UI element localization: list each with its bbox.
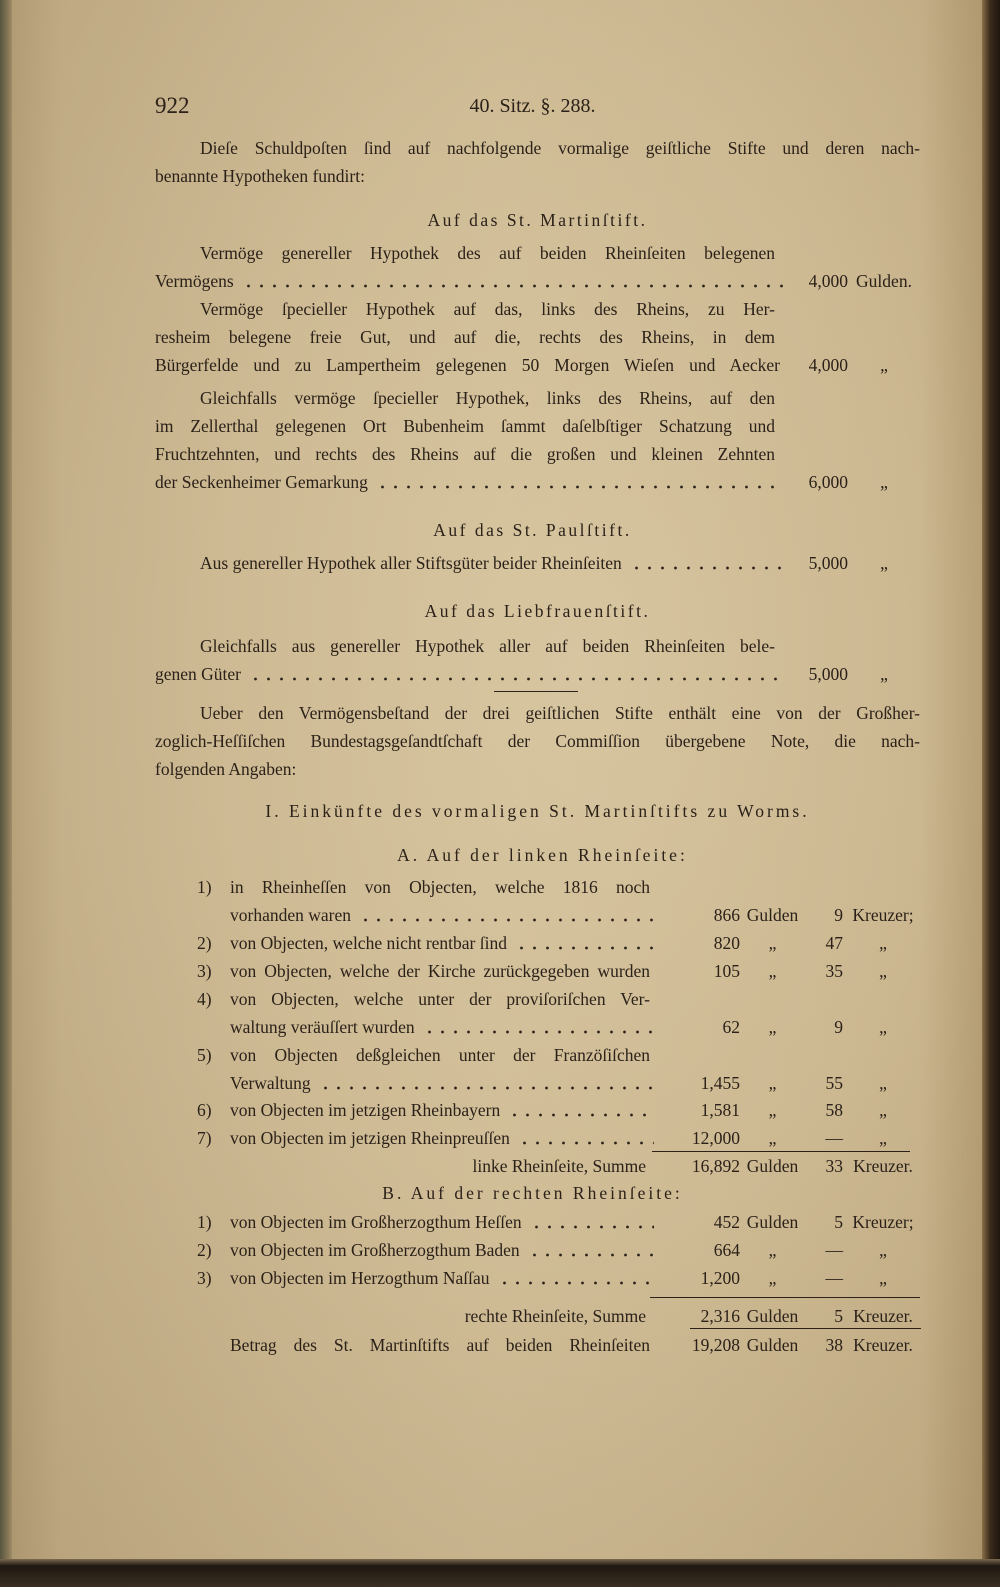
text-line: im Zellerthal gelegenen Ort Bubenheim ſammt daſelbſtiger Schatzung und (155, 416, 775, 436)
dot-leader (498, 1267, 654, 1289)
subtotal-row (197, 1305, 923, 1327)
ditto-mark: „ (879, 1240, 887, 1260)
grand-total-row (197, 1334, 923, 1356)
kreuzer-unit: Kreuzer; (852, 905, 914, 925)
table-heading: I. Einkünfte des vormaligen St. Martinſtifts zu Worms. (265, 801, 810, 821)
dot-leader (530, 1211, 654, 1233)
dot-leader (249, 663, 784, 685)
amount-gulden: 866 (713, 905, 740, 925)
ledger-row (155, 663, 920, 685)
ledger-row (197, 960, 923, 982)
item-number: 5) (197, 1045, 212, 1065)
item-number: 2) (197, 933, 212, 953)
ledger-row (155, 270, 920, 292)
ditto-mark: „ (879, 1017, 887, 1037)
amount-gulden: 1,455 (700, 1073, 740, 1093)
row-label: von Objecten im jetzigen Rheinbayern (230, 1100, 501, 1120)
dot-leader (508, 1099, 654, 1121)
section-heading: Auf das Liebfrauenſtift. (424, 601, 651, 621)
row-label: von Objecten, welche unter der proviſoriſchen Ver- (230, 989, 650, 1009)
row-label: von Objecten im jetzigen Rheinpreuſſen (230, 1128, 510, 1148)
text-line: Fruchtzehnten, und rechts des Rheins auf die großen und kleinen Zehnten (155, 444, 775, 464)
row-label: Aus genereller Hypothek aller Stiftsgüter beider Rheinſeiten (200, 553, 622, 573)
amount-gulden: 452 (713, 1212, 740, 1232)
ledger-row (197, 1211, 923, 1233)
ditto-mark: „ (880, 472, 888, 492)
amount-kreuzer: 33 (825, 1156, 843, 1176)
ditto-mark: „ (879, 1100, 887, 1120)
amount-gulden: 62 (722, 1017, 740, 1037)
amount-kreuzer: 38 (825, 1335, 843, 1355)
item-number: 4) (197, 989, 212, 1009)
row-label: von Objecten im Großherzogthum Baden (230, 1240, 520, 1260)
subsection-heading: A. Auf der linken Rheinſeite: (397, 845, 688, 865)
amount-gulden: 12,000 (691, 1128, 740, 1148)
intro-line: Dieſe Schuldpoſten ſind auf nachfolgende vormalige geiſtliche Stifte und deren nach- (200, 138, 920, 158)
row-label: vorhanden waren (230, 905, 351, 925)
grand-total-label: Betrag des St. Martinſtifts auf beiden Rheinſeiten (230, 1335, 650, 1355)
ditto-mark: „ (768, 933, 777, 953)
section-divider (494, 691, 578, 692)
item-number: 3) (197, 1268, 212, 1288)
amount-gulden: 16,892 (691, 1156, 740, 1176)
item-number: 1) (197, 1212, 212, 1232)
subtotal-label: linke Rheinſeite, Summe (472, 1156, 646, 1176)
ditto-mark: „ (768, 1073, 777, 1093)
text-line: Vermöge ſpecieller Hypothek auf das, links des Rheins, zu Her- (200, 299, 775, 319)
amount-gulden: 2,316 (700, 1306, 740, 1326)
ditto-mark: „ (768, 1017, 777, 1037)
ledger-row (197, 1016, 923, 1038)
row-label: von Objecten, welche der Kirche zurückgegeben wurden (230, 961, 650, 981)
scan-edge-bottom (0, 1559, 1000, 1587)
amount-kreuzer: 47 (825, 933, 843, 953)
dot-leader (319, 1072, 654, 1094)
amount-gulden: 664 (713, 1240, 740, 1260)
dot-leader (528, 1239, 654, 1261)
kreuzer-unit: Kreuzer. (853, 1335, 913, 1355)
dot-leader (376, 471, 784, 493)
scan-edge-right (982, 0, 1000, 1587)
amount-gulden: 5,000 (808, 553, 848, 573)
row-label: Vermögens (155, 271, 234, 291)
gulden-unit: Gulden (746, 1306, 799, 1326)
currency-unit: Gulden. (856, 271, 912, 291)
ledger-row (200, 552, 920, 574)
text-line: folgenden Angaben: (155, 759, 297, 779)
ditto-mark: „ (880, 553, 888, 573)
amount-kreuzer: 9 (834, 1017, 843, 1037)
section-heading: Auf das St. Paulſtift. (433, 520, 632, 540)
ledger-row (197, 1267, 923, 1289)
amount-kreuzer: — (825, 1268, 843, 1288)
amount-kreuzer: 35 (825, 961, 843, 981)
ledger-row (197, 904, 923, 926)
text-line: Gleichfalls vermöge ſpecieller Hypothek, links des Rheins, auf den (200, 388, 775, 408)
item-number: 6) (197, 1100, 212, 1120)
ditto-mark: „ (879, 933, 887, 953)
row-label: in Rheinheſſen von Objecten, welche 1816 noch (230, 877, 650, 897)
gulden-unit: Gulden (746, 905, 799, 925)
sum-rule (652, 1151, 910, 1152)
amount-gulden: 5,000 (808, 664, 848, 684)
amount-gulden: 820 (713, 933, 740, 953)
ledger-row (197, 1072, 923, 1094)
amount-kreuzer: 5 (834, 1306, 843, 1326)
ditto-mark: „ (768, 1128, 777, 1148)
ledger-row (155, 471, 920, 493)
section-heading: Auf das St. Martinſtift. (427, 210, 648, 230)
row-label: der Seckenheimer Gemarkung (155, 472, 368, 492)
ditto-mark: „ (879, 1073, 887, 1093)
scan-edge-left (0, 0, 12, 1587)
ditto-mark: „ (768, 1100, 777, 1120)
ditto-mark: „ (768, 1240, 777, 1260)
gulden-unit: Gulden (746, 1156, 799, 1176)
amount-kreuzer: 5 (834, 1212, 843, 1232)
subtotal-row (197, 1155, 923, 1177)
kreuzer-unit: Kreuzer; (852, 1212, 914, 1232)
ledger-row (197, 1099, 923, 1121)
subtotal-label: rechte Rheinſeite, Summe (464, 1306, 646, 1326)
row-label: genen Güter (155, 664, 242, 684)
sum-rule (690, 1328, 921, 1329)
ditto-mark: „ (880, 355, 888, 375)
ledger-row (197, 988, 923, 1010)
text-line: resheim belegene freie Gut, und auf die, rechts des Rheins, in dem (155, 327, 775, 347)
row-label: Bürgerfelde und zu Lampertheim gelegenen 50 Morgen Wieſen und Aecker (155, 355, 780, 375)
ditto-mark: „ (879, 1128, 887, 1148)
dot-leader (518, 1127, 654, 1149)
amount-gulden: 4,000 (808, 271, 848, 291)
ditto-mark: „ (768, 961, 777, 981)
item-number: 7) (197, 1128, 212, 1148)
row-label: von Objecten, welche nicht rentbar ſind (230, 933, 507, 953)
page-number: 922 (155, 93, 190, 118)
amount-gulden: 4,000 (808, 355, 848, 375)
dot-leader (515, 932, 654, 954)
amount-gulden: 6,000 (808, 472, 848, 492)
amount-kreuzer: 55 (825, 1073, 843, 1093)
ledger-row (197, 932, 923, 954)
kreuzer-unit: Kreuzer. (853, 1306, 913, 1326)
gulden-unit: Gulden (746, 1335, 799, 1355)
amount-gulden: 105 (713, 961, 740, 981)
row-label: waltung veräuſſert wurden (230, 1017, 415, 1037)
ledger-row (155, 354, 920, 376)
ledger-row (197, 1044, 923, 1066)
text-line: Vermöge genereller Hypothek des auf beiden Rheinſeiten belegenen (200, 243, 775, 263)
amount-gulden: 1,581 (700, 1100, 740, 1120)
row-label: Verwaltung (230, 1073, 311, 1093)
item-number: 3) (197, 961, 212, 981)
ledger-row (197, 1127, 923, 1149)
amount-kreuzer: — (825, 1240, 843, 1260)
amount-gulden: 1,200 (700, 1268, 740, 1288)
row-label: von Objecten im Herzogthum Naſſau (230, 1268, 490, 1288)
subsection-heading: B. Auf der rechten Rheinſeite: (382, 1183, 683, 1203)
amount-gulden: 19,208 (691, 1335, 740, 1355)
ledger-row (197, 876, 923, 898)
ditto-mark: „ (768, 1268, 777, 1288)
text-line: Gleichfalls aus genereller Hypothek aller auf beiden Rheinſeiten bele- (200, 636, 775, 656)
amount-kreuzer: 9 (834, 905, 843, 925)
ditto-mark: „ (879, 1268, 887, 1288)
running-title: 40. Sitz. §. 288. (469, 95, 596, 117)
item-number: 1) (197, 877, 212, 897)
amount-kreuzer: — (825, 1128, 843, 1148)
dot-leader (630, 552, 784, 574)
item-number: 2) (197, 1240, 212, 1260)
sum-rule (650, 1297, 920, 1298)
ditto-mark: „ (880, 664, 888, 684)
text-line: zoglich-Heſſiſchen Bundestagsgeſandtſchaft der Commiſſion übergebene Note, die nach- (155, 731, 920, 751)
row-label: von Objecten im Großherzogthum Heſſen (230, 1212, 522, 1232)
ditto-mark: „ (879, 961, 887, 981)
text-line: Ueber den Vermögensbeſtand der drei geiſtlichen Stifte enthält eine von der Großher- (200, 703, 920, 723)
kreuzer-unit: Kreuzer. (853, 1156, 913, 1176)
dot-leader (423, 1016, 654, 1038)
intro-line: benannte Hypotheken fundirt: (155, 166, 365, 186)
row-label: von Objecten deßgleichen unter der Franzöſiſchen (230, 1045, 650, 1065)
dot-leader (359, 904, 654, 926)
ledger-row (197, 1239, 923, 1261)
amount-kreuzer: 58 (825, 1100, 843, 1120)
dot-leader (242, 270, 784, 292)
gulden-unit: Gulden (746, 1212, 799, 1232)
